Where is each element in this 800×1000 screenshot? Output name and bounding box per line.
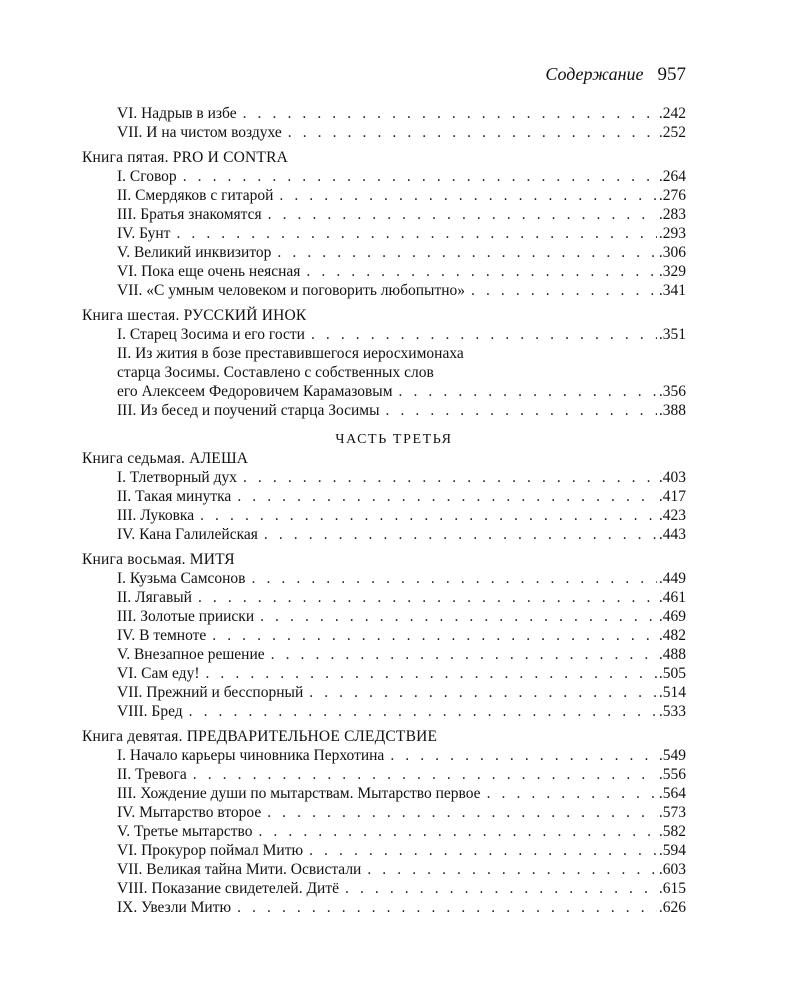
- toc-entry: [82, 664, 686, 683]
- leader-dots: [237, 487, 657, 506]
- leader-dots: [243, 468, 657, 487]
- leader-dots: [345, 879, 657, 898]
- book-title: Книга девятая. ПРЕДВАРИТЕЛЬНОЕ СЛЕДСТВИЕ: [82, 728, 438, 745]
- entry-page: .264: [658, 168, 686, 185]
- entry-page: .533: [658, 703, 686, 720]
- leader-dots: [258, 822, 656, 841]
- toc-entry: [82, 569, 686, 588]
- leader-dots: [309, 841, 657, 860]
- book5-section: [82, 148, 686, 300]
- entry-page: .252: [658, 124, 686, 141]
- entry-label: III. Луковка: [117, 507, 195, 524]
- toc-entry: [82, 645, 686, 664]
- entry-page: .351: [658, 326, 686, 343]
- leader-dots: [367, 860, 657, 879]
- entry-label: VII. Великая тайна Мити. Освистали: [117, 861, 362, 878]
- toc-entry: [82, 487, 686, 506]
- leader-dots: [252, 569, 657, 588]
- entry-page: .443: [658, 526, 686, 543]
- toc-entry: [82, 607, 686, 626]
- leader-dots: [399, 382, 657, 401]
- entry-label: I. Сговор: [117, 168, 177, 185]
- leader-dots: [471, 281, 657, 300]
- entry-label: V. Великий инквизитор: [117, 244, 272, 261]
- entry-page: .594: [658, 842, 686, 859]
- running-header: [82, 64, 686, 104]
- entry-label: III. Хождение души по мытарствам. Мытарство первое: [117, 785, 481, 802]
- toc-entry: [82, 281, 686, 300]
- entry-page: .283: [658, 206, 686, 223]
- toc-entry: [82, 588, 686, 607]
- leader-dots: [487, 784, 657, 803]
- entry-page: .449: [658, 570, 686, 587]
- entry-page: .276: [658, 187, 686, 204]
- entry-page: .603: [658, 861, 686, 878]
- toc-entry: [82, 841, 686, 860]
- leader-dots: [198, 588, 657, 607]
- entry-page: .626: [658, 899, 686, 916]
- toc-entry: [82, 860, 686, 879]
- entry-label: III. Золотые прииски: [117, 608, 255, 625]
- toc-entry: [82, 243, 686, 262]
- entry-page: .582: [658, 823, 686, 840]
- entry-label: VII. И на чистом воздухе: [117, 124, 282, 141]
- leader-dots: [390, 746, 657, 765]
- leader-dots: [277, 243, 656, 262]
- entry-label: IV. Мытарство второе: [117, 804, 262, 821]
- book-title: Книга пятая. PRO И CONTRA: [82, 149, 289, 166]
- entry-page: .388: [658, 402, 686, 419]
- toc-entry: [82, 205, 686, 224]
- entry-page: .482: [658, 627, 686, 644]
- toc-entry: [82, 702, 686, 721]
- entry-label: VI. Сам еду!: [117, 665, 200, 682]
- entry-label: VII. Прежний и бесспорный: [117, 684, 304, 701]
- book9-section: [82, 727, 686, 917]
- header-page-number: 957: [657, 64, 686, 85]
- toc-entry: [82, 784, 686, 803]
- entry-page: .549: [658, 747, 686, 764]
- toc-entry: [82, 186, 686, 205]
- leader-dots: [193, 765, 657, 784]
- entry-page: .293: [658, 225, 686, 242]
- part-heading: ЧАСТЬ ТРЕТЬЯ: [335, 432, 453, 447]
- toc-entry: [82, 898, 686, 917]
- book7-section: [82, 449, 686, 544]
- toc-entry: [82, 765, 686, 784]
- entry-label: V. Третье мытарство: [117, 823, 253, 840]
- entry-page: .564: [658, 785, 686, 802]
- entry-label: VI. Надрыв в избе: [117, 105, 237, 122]
- entry-label: II. Лягавый: [117, 589, 192, 606]
- toc-entry: [82, 382, 686, 401]
- entry-page: .403: [658, 469, 686, 486]
- toc-entry: [82, 468, 686, 487]
- book8-section: [82, 550, 686, 721]
- entry-label: V. Внезапное решение: [117, 646, 265, 663]
- toc-entry: [82, 683, 686, 702]
- entry-label: IV. Кана Галилейская: [117, 526, 258, 543]
- toc-entry: [82, 506, 686, 525]
- entry-page: .356: [658, 383, 686, 400]
- leader-dots: [260, 607, 657, 626]
- leader-dots: [309, 683, 657, 702]
- entry-page: .329: [658, 263, 686, 280]
- toc-entry: [82, 746, 686, 765]
- entry-label: VI. Пока еще очень неясная: [117, 263, 301, 280]
- entry-label: II. Смердяков с гитарой: [117, 187, 274, 204]
- entry-label: II. Такая минутка: [117, 488, 232, 505]
- entry-label: VII. «С умным человеком и поговорить любопытно»: [117, 282, 466, 299]
- leader-dots: [311, 325, 657, 344]
- entry-label: IV. Бунт: [117, 225, 171, 242]
- leader-dots: [176, 224, 656, 243]
- entry-page: .242: [658, 105, 686, 122]
- leader-dots: [183, 167, 657, 186]
- toc-entry: [82, 401, 686, 420]
- leader-dots: [243, 104, 657, 123]
- toc-entry: [82, 525, 686, 544]
- entry-label: III. Братья знакомятся: [117, 206, 262, 223]
- book-title: Книга седьмая. АЛЕША: [82, 450, 249, 467]
- entry-page: .423: [658, 507, 686, 524]
- header-title: Содержание: [545, 64, 644, 84]
- entry-page: .505: [658, 665, 686, 682]
- entry-page: .306: [658, 244, 686, 261]
- entry-page: .341: [658, 282, 686, 299]
- book-title: Книга восьмая. МИТЯ: [82, 551, 235, 568]
- leader-dots: [237, 898, 657, 917]
- entry-page: .514: [658, 684, 686, 701]
- entry-label: III. Из бесед и поучений старца Зосимы: [117, 402, 380, 419]
- toc-entry: [82, 879, 686, 898]
- entry-page: .469: [658, 608, 686, 625]
- entry-label: II. Тревога: [117, 766, 187, 783]
- entry-label: его Алексеем Федоровичем Карамазовым: [117, 383, 393, 400]
- entry-page: .615: [658, 880, 686, 897]
- entry-continuation-line: старца Зосимы. Составлено с собственных слов: [117, 364, 434, 381]
- book-title: Книга шестая. РУССКИЙ ИНОК: [82, 307, 307, 324]
- entry-label: IX. Увезли Митю: [117, 899, 232, 916]
- book4-tail: [82, 104, 686, 142]
- leader-dots: [268, 205, 657, 224]
- entry-page: .417: [658, 488, 686, 505]
- leader-dots: [279, 186, 656, 205]
- entry-label: I. Кузьма Самсонов: [117, 570, 246, 587]
- entry-page: .556: [658, 766, 686, 783]
- book6-section: [82, 306, 686, 420]
- entry-page: .461: [658, 589, 686, 606]
- leader-dots: [200, 506, 657, 525]
- toc-entry: [82, 123, 686, 142]
- leader-dots: [212, 626, 657, 645]
- toc-entry: [82, 822, 686, 841]
- leader-dots: [386, 401, 657, 420]
- toc-entry: [82, 224, 686, 243]
- toc-entry: [82, 262, 686, 281]
- entry-label: VIII. Бред: [117, 703, 183, 720]
- leader-dots: [264, 525, 657, 544]
- leader-dots: [189, 702, 657, 721]
- entry-page: .573: [658, 804, 686, 821]
- entry-continuation-line: II. Из жития в бозе преставившегося иеросхимонаха: [117, 345, 464, 362]
- entry-label: I. Начало карьеры чиновника Перхотина: [117, 747, 385, 764]
- entry-page: .488: [658, 646, 686, 663]
- entry-label: IV. В темноте: [117, 627, 207, 644]
- entry-label: VI. Прокурор поймал Митю: [117, 842, 304, 859]
- leader-dots: [288, 123, 657, 142]
- toc-entry: [82, 803, 686, 822]
- entry-label: I. Старец Зосима и его гости: [117, 326, 305, 343]
- toc-entry: [82, 325, 686, 344]
- toc-entry: [82, 104, 686, 123]
- entry-label: VIII. Показание свидетелей. Дитё: [117, 880, 339, 897]
- leader-dots: [306, 262, 656, 281]
- toc-page: [82, 64, 686, 917]
- entry-label: I. Тлетворный дух: [117, 469, 237, 486]
- leader-dots: [205, 664, 656, 683]
- toc-entry: [82, 167, 686, 186]
- leader-dots: [267, 803, 657, 822]
- leader-dots: [271, 645, 657, 664]
- toc-entry: [82, 626, 686, 645]
